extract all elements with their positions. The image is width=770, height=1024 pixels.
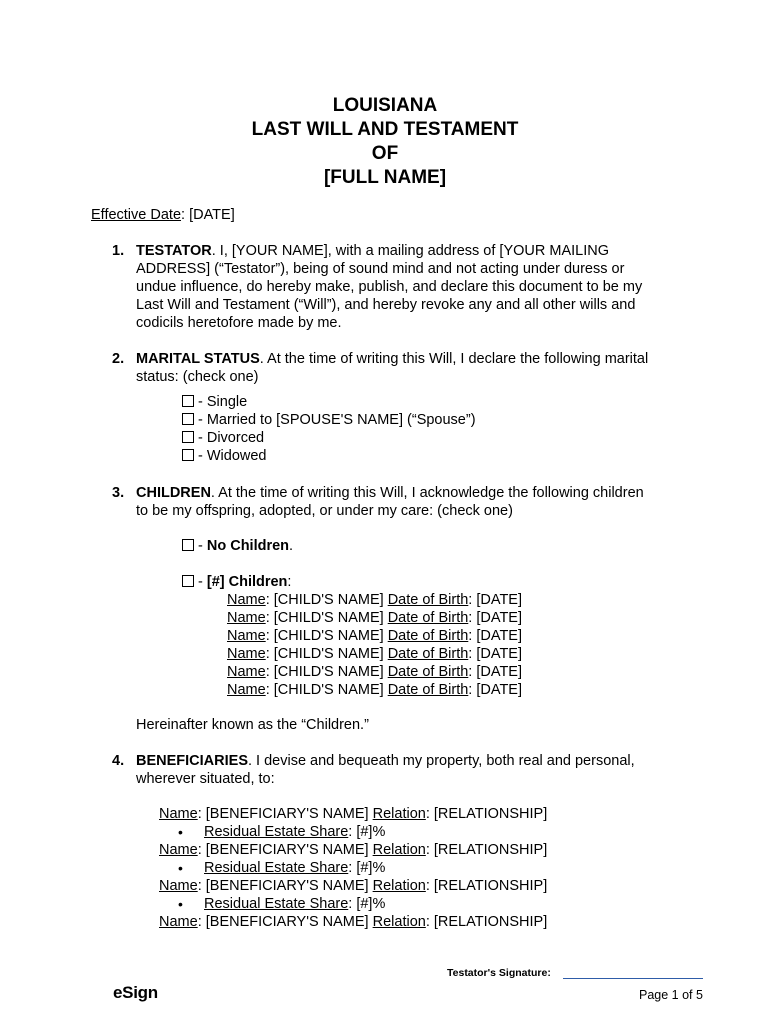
beneficiary-share: Residual Estate Share: [#]% — [204, 860, 386, 876]
beneficiary-row: Name: [BENEFICIARY'S NAME] Relation: [RELATIONSHIP] — [159, 842, 548, 858]
child-row: Name: [CHILD'S NAME] Date of Birth: [DATE] — [227, 628, 523, 644]
child-row: Name: [CHILD'S NAME] Date of Birth: [DATE] — [227, 646, 523, 662]
child-row: Name: [CHILD'S NAME] Date of Birth: [DATE] — [227, 664, 523, 680]
esign-logo: eSign — [113, 983, 158, 1002]
section-heading-marital: MARITAL STATUS — [136, 351, 260, 367]
children-option-none[interactable]: - No Children. — [182, 537, 293, 555]
marital-option-divorced[interactable]: - Divorced — [182, 429, 476, 447]
bullet-icon: • — [178, 860, 183, 876]
marital-options — [182, 393, 476, 465]
section-children: CHILDREN. At the time of writing this Will, I acknowledge the following children to be my offspring, adopted, or under my care: (check one) — [136, 485, 644, 519]
document-title-name: [FULL NAME] — [323, 167, 447, 188]
child-row: Name: [CHILD'S NAME] Date of Birth: [DATE] — [227, 682, 523, 698]
document-title-state: LOUISIANA — [332, 95, 438, 116]
beneficiary-share: Residual Estate Share: [#]% — [204, 824, 386, 840]
child-row: Name: [CHILD'S NAME] Date of Birth: [DATE] — [227, 610, 523, 626]
bullet-icon: • — [178, 896, 183, 912]
section-testator: TESTATOR. I, [YOUR NAME], with a mailing address of [YOUR MAILING ADDRESS] (“Testator”), being of sound mind and not acting under duress or undue influence, do hereby make, publish, and declare this document to be my Last Will and Testament (“Will”), and hereby revoke any and all other wills and codicils heretofore made by me. — [136, 243, 643, 331]
marital-option-single[interactable]: - Single — [182, 393, 476, 411]
document-title-of: OF — [371, 143, 399, 164]
section-heading-children: CHILDREN — [136, 485, 211, 501]
signature-line[interactable] — [563, 978, 703, 979]
child-row: Name: [CHILD'S NAME] Date of Birth: [DATE] — [227, 592, 523, 608]
section-beneficiaries: BENEFICIARIES. I devise and bequeath my property, both real and personal, wherever situated, to: — [136, 753, 635, 787]
checkbox-icon[interactable] — [182, 539, 194, 551]
checkbox-icon[interactable] — [182, 413, 194, 425]
page-number: Page 1 of 5 — [639, 988, 703, 1002]
checkbox-icon[interactable] — [182, 575, 194, 587]
children-option-count[interactable]: - [#] Children: — [182, 573, 291, 591]
children-footer: Hereinafter known as the “Children.” — [136, 717, 369, 733]
section-number-children: 3. — [112, 485, 125, 501]
beneficiary-row: Name: [BENEFICIARY'S NAME] Relation: [RELATIONSHIP] — [159, 878, 548, 894]
section-number-beneficiaries: 4. — [112, 753, 125, 769]
bullet-icon: • — [178, 824, 183, 840]
section-heading-beneficiaries: BENEFICIARIES — [136, 753, 248, 769]
checkbox-icon[interactable] — [182, 395, 194, 407]
section-number-testator: 1. — [112, 243, 125, 259]
marital-option-married[interactable]: - Married to [SPOUSE'S NAME] (“Spouse”) — [182, 411, 476, 429]
signature-label: Testator's Signature: — [447, 967, 551, 979]
section-marital-status: MARITAL STATUS. At the time of writing this Will, I declare the following marital status: (check one) — [136, 351, 649, 385]
effective-date: Effective Date: [DATE] — [91, 207, 235, 223]
section-number-marital: 2. — [112, 351, 125, 367]
checkbox-icon[interactable] — [182, 449, 194, 461]
beneficiary-share: Residual Estate Share: [#]% — [204, 896, 386, 912]
effective-date-label: Effective Date — [91, 207, 182, 223]
checkbox-icon[interactable] — [182, 431, 194, 443]
children-list — [227, 591, 522, 699]
effective-date-value: [DATE] — [189, 207, 235, 223]
beneficiary-row: Name: [BENEFICIARY'S NAME] Relation: [RELATIONSHIP] — [159, 914, 548, 930]
section-heading-testator: TESTATOR — [136, 243, 212, 259]
document-title-main: LAST WILL AND TESTAMENT — [251, 119, 519, 140]
marital-option-widowed[interactable]: - Widowed — [182, 447, 476, 465]
beneficiary-row: Name: [BENEFICIARY'S NAME] Relation: [RELATIONSHIP] — [159, 806, 548, 822]
